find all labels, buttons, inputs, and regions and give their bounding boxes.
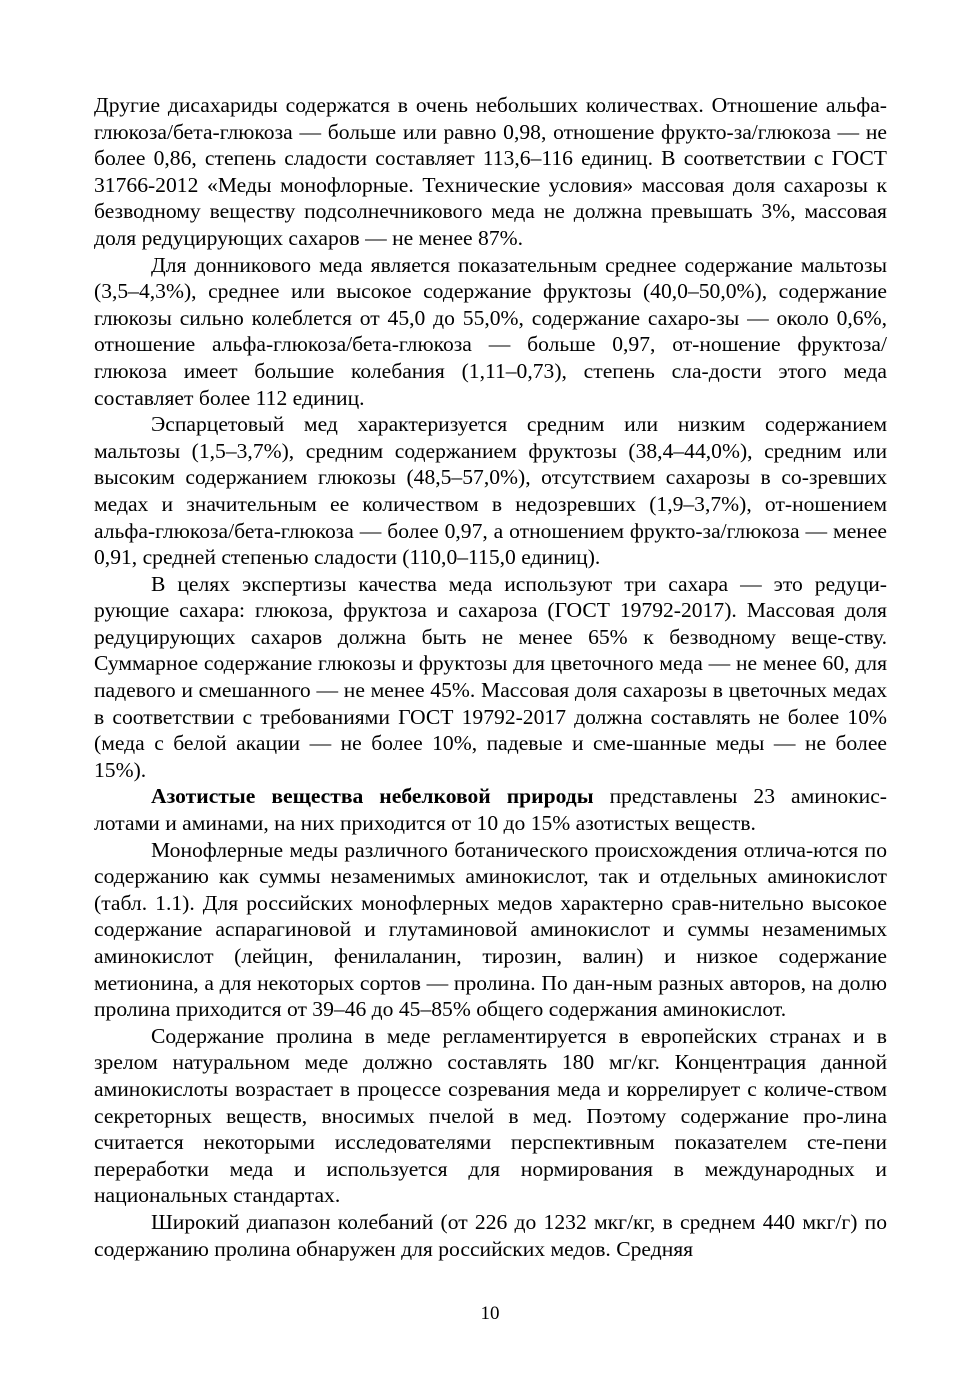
paragraph-melilot-honey: Для донникового меда является показательным среднее содержание мальтозы (3,5–4,3%), среднее или высокое содержание фруктозы (40,0–50,0%), содержание глюкозы сильно колеблется от 45,0 до 55,0%, содержание сахаро-зы — около 0,6%, отношение альфа-глюкоза/бета-глюкоза — больше 0,97, от-ношение фруктоза/глюкоза имеет большие колебания (1,11–0,73), степень сла-дости этого меда составляет более 112 единиц. — [94, 252, 887, 410]
body-text — [94, 92, 887, 1262]
paragraph-quality-sugars: В целях экспертизы качества меда используют три сахара — это редуци-рующие сахара: глюкоза, фруктоза и сахароза (ГОСТ 19792-2017). Массовая доля редуцирующих сахаров должна быть не менее 65% к безводному веще-ству. Суммарное содержание глюкозы и фруктозы для цветочного меда — не менее 60, для падевого и смешанного — не менее 45%. Массовая доля сахарозы в цветочных медах в соответствии с требованиями ГОСТ 19792-2017 должна составлять не более 10% (меда с белой акации — не более 10%, падевые и сме-шанные меды — не более 15%). — [94, 571, 887, 782]
paragraph-proline-regulation: Содержание пролина в меде регламентируется в европейских странах и в зрелом натуральном меде должно составлять 180 мг/кг. Концентрация данной аминокислоты возрастает в процессе созревания меда и коррелирует с количе-ством секреторных веществ, вносимых пчелой в мед. Поэтому содержание про-лина считается некоторыми исследователями перспективным показателем сте-пени переработки меда и используется для нормирования в международных и национальных стандартах. — [94, 1023, 887, 1208]
paragraph-monofloral-amino-acids: Монофлерные меды различного ботанического происхождения отлича-ются по содержанию как суммы незаменимых аминокислот, так и отдельных аминокислот (табл. 1.1). Для российских монофлерных медов характерно срав-нительно высокое содержание аспарагиновой и глутаминовой аминокислот и суммы незаменимых аминокислот (лейцин, фенилаланин, тирозин, валин) и низкое содержание метионина, а для некоторых сортов — пролина. По дан-ным разных авторов, на долю пролина приходится от 39–46 до 45–85% общего содержания аминокислот. — [94, 837, 887, 1022]
paragraph-nitrogen-text: представлены 23 аминокис-лотами и аминами, на них приходится от 10 до 15% азотистых веществ. — [94, 784, 887, 836]
paragraph-sainfoin-honey: Эспарцетовый мед характеризуется средним или низким содержанием мальтозы (1,5–3,7%), средним содержанием фруктозы (38,4–44,0%), средним или высоким содержанием глюкозы (48,5–57,0%), отсутствием сахарозы в со-зревших медах и значительным ее количеством в недозревших (1,9–3,7%), от-ношением альфа-глюкоза/бета-глюкоза — более 0,97, а отношением фрукто-за/глюкоза — менее 0,91, средней степенью сладости (110,0–115,0 единиц). — [94, 412, 887, 570]
paragraph-proline-range: Широкий диапазон колебаний (от 226 до 1232 мкг/кг, в среднем 440 мкг/г) по содержанию пролина обнаружен для российских медов. Средняя — [94, 1209, 887, 1261]
bold-term: Азотистые вещества небелковой природы — [151, 784, 594, 809]
paragraph-nitrogen-substances — [94, 783, 887, 836]
paragraph-disaccharides: Другие дисахариды содержатся в очень небольших количествах. Отношение альфа-глюкоза/бета-глюкоза — больше или равно 0,98, отношение фрукто-за/глюкоза — не более 0,86, степень сладости составляет 113,6–116 единиц. В соответствии с ГОСТ 31766-2012 «Меды монофлорные. Технические условия» массовая доля сахарозы к безводному веществу подсолнечникового меда не должна превышать 3%, массовая доля редуцирующих сахаров — не менее 87%. — [94, 93, 887, 250]
page-number: 10 — [480, 1303, 500, 1324]
